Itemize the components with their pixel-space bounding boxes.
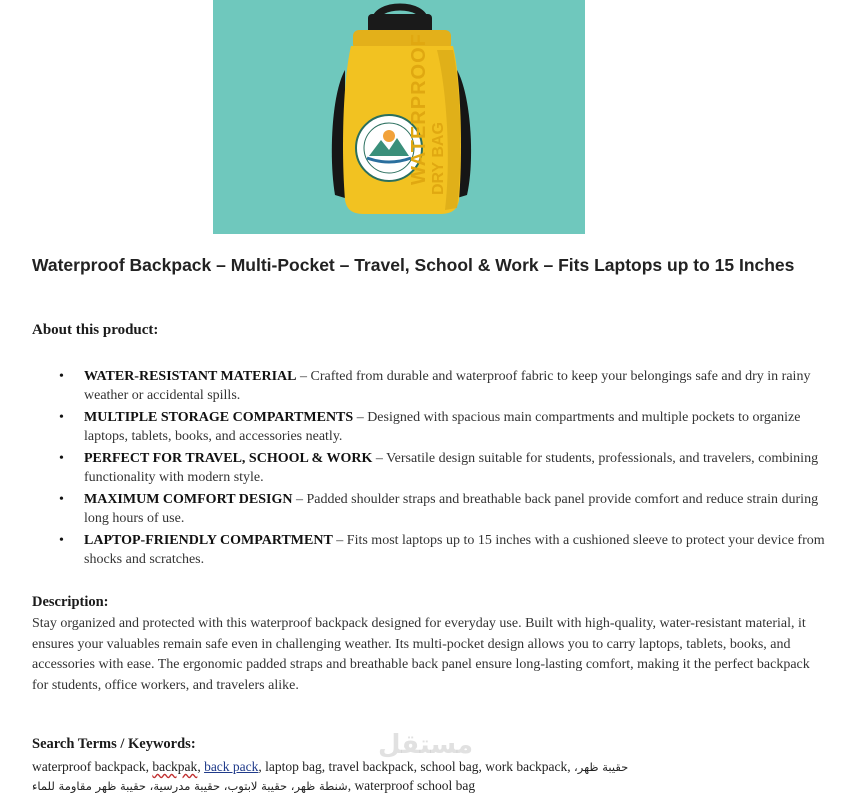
feature-item bbox=[32, 450, 827, 487]
keyword-arabic: شنطة ظهر، حقيبة لابتوب، حقيبة مدرسية، حقيبة ظهر مقاومة للماء bbox=[32, 779, 348, 793]
about-heading: About this product: bbox=[32, 322, 159, 338]
product-image bbox=[213, 0, 585, 234]
keyword-link[interactable]: back pack bbox=[204, 759, 259, 774]
watermark-logo: مستقل bbox=[378, 730, 474, 760]
feature-text: – Designed with spacious main compartments and multiple pockets to organize laptops, tablets, books, and accessories neatly. bbox=[84, 410, 801, 444]
keyword-arabic: حقيبة ظهر، bbox=[574, 760, 629, 774]
feature-text: – Fits most laptops up to 15 inches with a cushioned sleeve to protect your device from shocks and scratches. bbox=[84, 533, 825, 567]
bullet-icon: • bbox=[59, 369, 64, 384]
bullet-icon: • bbox=[59, 451, 64, 466]
svg-text:WATERPROOF: WATERPROOF bbox=[408, 33, 430, 185]
keyword-text: waterproof backpack, bbox=[32, 759, 153, 774]
keyword-misspelled: backpak bbox=[152, 759, 198, 774]
keywords-heading: Search Terms / Keywords: bbox=[32, 736, 196, 752]
svg-text:DRY BAG: DRY BAG bbox=[430, 122, 447, 195]
feature-list bbox=[32, 368, 827, 573]
feature-name: LAPTOP-FRIENDLY COMPARTMENT bbox=[84, 533, 333, 548]
keyword-separator: , bbox=[197, 759, 205, 774]
feature-text: – Padded shoulder straps and breathable back panel provide comfort and reduce strain during long hours of use. bbox=[84, 492, 819, 526]
keywords-line-2 bbox=[32, 776, 822, 796]
bullet-icon: • bbox=[59, 410, 64, 425]
bullet-icon: • bbox=[59, 492, 64, 507]
product-title: Waterproof Backpack – Multi-Pocket – Travel, School & Work – Fits Laptops up to 15 Inches bbox=[32, 255, 795, 275]
feature-item bbox=[32, 532, 827, 569]
feature-name: MAXIMUM COMFORT DESIGN bbox=[84, 492, 293, 507]
feature-name: MULTIPLE STORAGE COMPARTMENTS bbox=[84, 410, 354, 425]
feature-name: PERFECT FOR TRAVEL, SCHOOL & WORK bbox=[84, 451, 373, 466]
keyword-text: , laptop bag, travel backpack, school bag, work backpack, bbox=[258, 759, 575, 774]
feature-name: WATER-RESISTANT MATERIAL bbox=[84, 369, 297, 384]
feature-item bbox=[32, 368, 827, 405]
feature-text: – Crafted from durable and waterproof fabric to keep your belongings safe and dry in rainy weather or accidental spills. bbox=[84, 369, 811, 403]
feature-item bbox=[32, 491, 827, 528]
keywords-line-1 bbox=[32, 757, 822, 777]
keyword-text: , waterproof school bag bbox=[347, 778, 476, 793]
feature-text: – Versatile design suitable for students, professionals, and travelers, combining functionality with modern style. bbox=[84, 451, 819, 485]
bullet-icon: • bbox=[59, 533, 64, 548]
description-heading: Description: bbox=[32, 594, 109, 610]
description-body: Stay organized and protected with this waterproof backpack designed for everyday use. Built with high-quality, water-resistant material, it ensures your valuables remain safe even in challenging weather. Its multi-pocket design allows you to carry laptops, tablets, books, and accessories with ease. The ergonomic padded straps and breathable back panel ensure long-lasting comfort, making it the perfect backpack for students, office workers, and travelers alike. bbox=[32, 616, 810, 693]
feature-item bbox=[32, 409, 827, 446]
backpack-illustration bbox=[213, 0, 585, 234]
